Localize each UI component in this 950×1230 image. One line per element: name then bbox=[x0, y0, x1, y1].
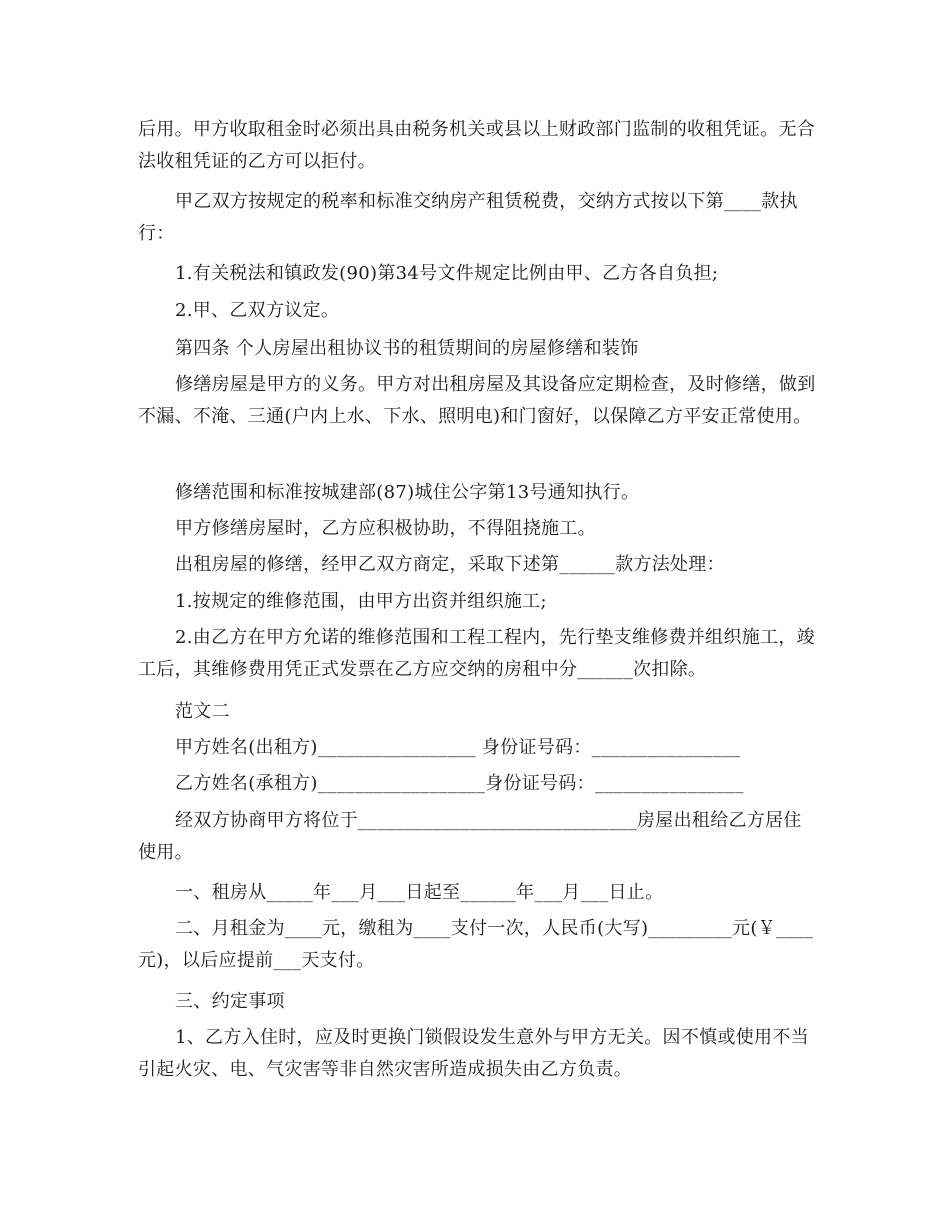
paragraph-tax-option-2: 2.甲、乙双方议定。 bbox=[175, 300, 340, 321]
paragraph-repair-option-2: 2.由乙方在甲方允诺的维修范围和工程工程内，先行垫支维修费并组织施工，竣工后，其维修费用凭正式发票在乙方应交纳的房租中分______次扣除。 bbox=[138, 627, 815, 680]
section-heading-article-4: 第四条 个人房屋出租协议书的租赁期间的房屋修缮和装饰 bbox=[175, 338, 639, 359]
paragraph-property-location: 经双方协商甲方将位于______________________________房屋出租给乙方居住使用。 bbox=[138, 810, 802, 863]
paragraph-repair-option-1: 1.按规定的维修范围，由甲方出资并组织施工; bbox=[175, 591, 547, 612]
section-heading-agreed-items: 三、约定事项 bbox=[175, 991, 285, 1012]
paragraph-monthly-rent: 二、月租金为____元，缴租为____支付一次，人民币(大写)_________元(￥____元)，以后应提前___天支付。 bbox=[138, 918, 814, 971]
paragraph-repair-cooperation: 甲方修缮房屋时，乙方应积极协助，不得阻挠施工。 bbox=[175, 518, 596, 539]
paragraph-repair-method: 出租房屋的修缮，经甲乙双方商定，采取下述第______款方法处理： bbox=[175, 554, 725, 575]
paragraph-rent-receipt: 后用。甲方收取租金时必须出具由税务机关或县以上财政部门监制的收租凭证。无合法收租凭证的乙方可以拒付。 bbox=[138, 119, 816, 172]
paragraph-repair-standard: 修缮范围和标准按城建部(87)城住公字第13号通知执行。 bbox=[175, 482, 640, 503]
paragraph-agreed-item-1: 1、乙方入住时，应及时更换门锁假设发生意外与甲方无关。因不慎或使用不当引起火灾、电、气灾害等非自然灾害所造成损失由乙方负责。 bbox=[138, 1027, 809, 1080]
paragraph-tax-payment: 甲乙双方按规定的税率和标准交纳房产租赁税费，交纳方式按以下第____款执行： bbox=[138, 191, 798, 244]
field-party-b-name: 乙方姓名(承租方)__________________身份证号码：________________ bbox=[175, 773, 744, 794]
field-party-a-name: 甲方姓名(出租方)_________________ 身份证号码：________________ bbox=[175, 737, 741, 758]
section-heading-sample-2: 范文二 bbox=[175, 701, 230, 722]
paragraph-tax-option-1: 1.有关税法和镇政发(90)第34号文件规定比例由甲、乙方各自负担; bbox=[175, 263, 719, 284]
paragraph-repair-duty: 修缮房屋是甲方的义务。甲方对出租房屋及其设备应定期检查，及时修缮，做到不漏、不淹、三通(户内上水、下水、照明电)和门窗好，以保障乙方平安正常使用。 bbox=[138, 374, 816, 427]
paragraph-lease-term: 一、租房从_____年___月___日起至______年___月___日止。 bbox=[175, 882, 664, 903]
